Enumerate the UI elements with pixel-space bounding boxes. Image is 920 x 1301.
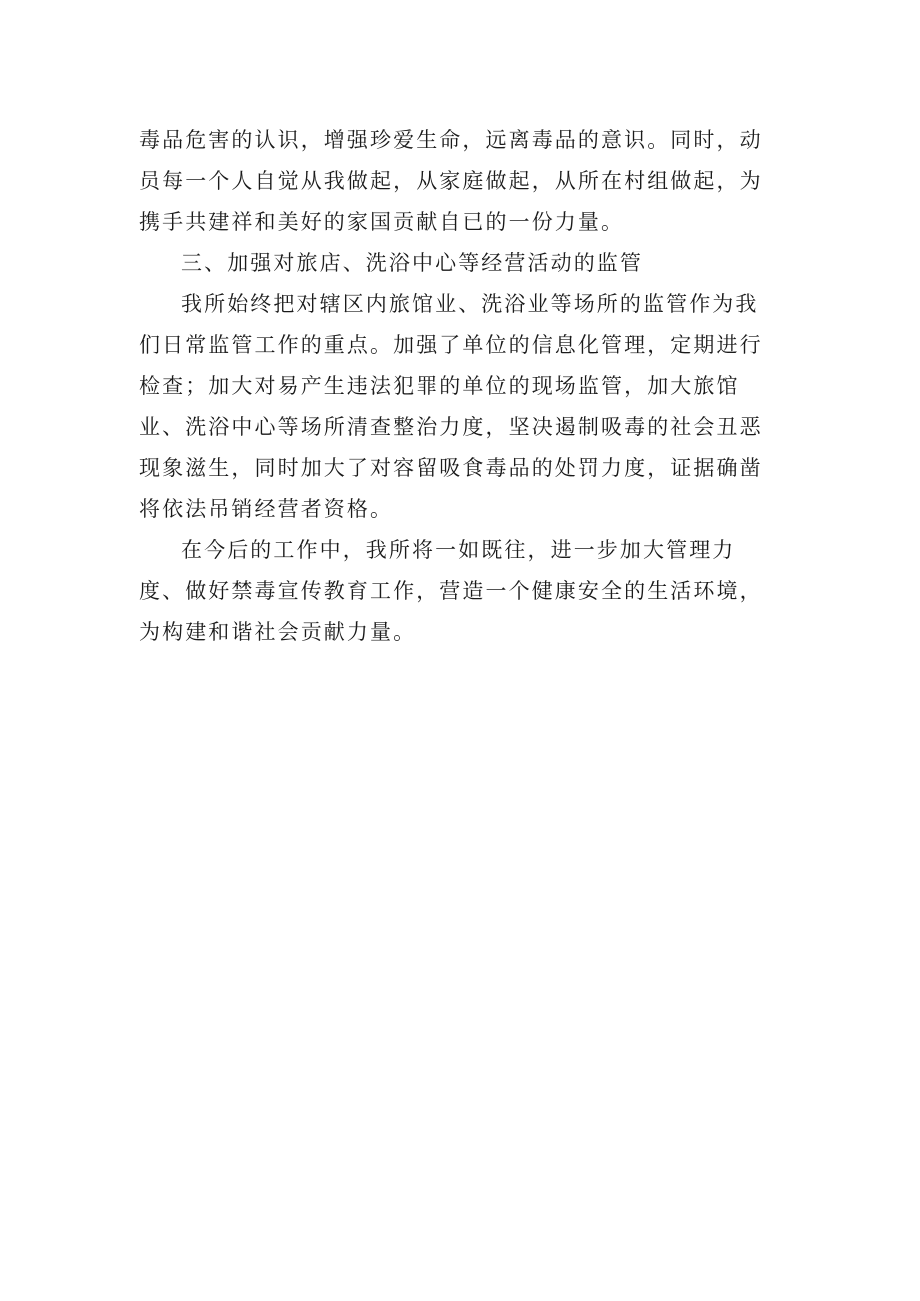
paragraph-2-line-2: 们日常监管工作的重点。加强了单位的信息化管理，定期进行 — [139, 333, 763, 357]
paragraph-1-line-1: 毒品危害的认识，增强珍爱生命，远离毒品的意识。同时，动 — [139, 128, 763, 152]
paragraph-3 — [139, 530, 769, 653]
paragraph-1-line-3: 携手共建祥和美好的家国贡献自已的一份力量。 — [139, 210, 625, 234]
paragraph-2-line-5: 现象滋生，同时加大了对容留吸食毒品的处罚力度，证据确凿 — [139, 456, 763, 480]
paragraph-3-line-2: 度、做好禁毒宣传教育工作，营造一个健康安全的生活环境， — [139, 579, 763, 603]
paragraph-3-line-3: 为构建和谐社会贡献力量。 — [139, 620, 417, 644]
document-body — [139, 120, 769, 653]
paragraph-2-line-6: 将依法吊销经营者资格。 — [139, 497, 394, 521]
paragraph-2-line-3: 检查；加大对易产生违法犯罪的单位的现场监管，加大旅馆 — [139, 374, 740, 398]
paragraph-1 — [139, 120, 769, 243]
paragraph-3-line-1: 在今后的工作中，我所将一如既往，进一步加大管理力 — [181, 538, 736, 562]
section-heading-3: 三、加强对旅店、洗浴中心等经营活动的监管 — [181, 251, 643, 275]
paragraph-1-line-2: 员每一个人自觉从我做起，从家庭做起，从所在村组做起，为 — [139, 169, 763, 193]
paragraph-2-line-1: 我所始终把对辖区内旅馆业、洗浴业等场所的监管作为我 — [181, 292, 759, 316]
paragraph-2 — [139, 284, 769, 530]
paragraph-2-line-4: 业、洗浴中心等场所清查整治力度，坚决遏制吸毒的社会丑恶 — [139, 415, 763, 439]
